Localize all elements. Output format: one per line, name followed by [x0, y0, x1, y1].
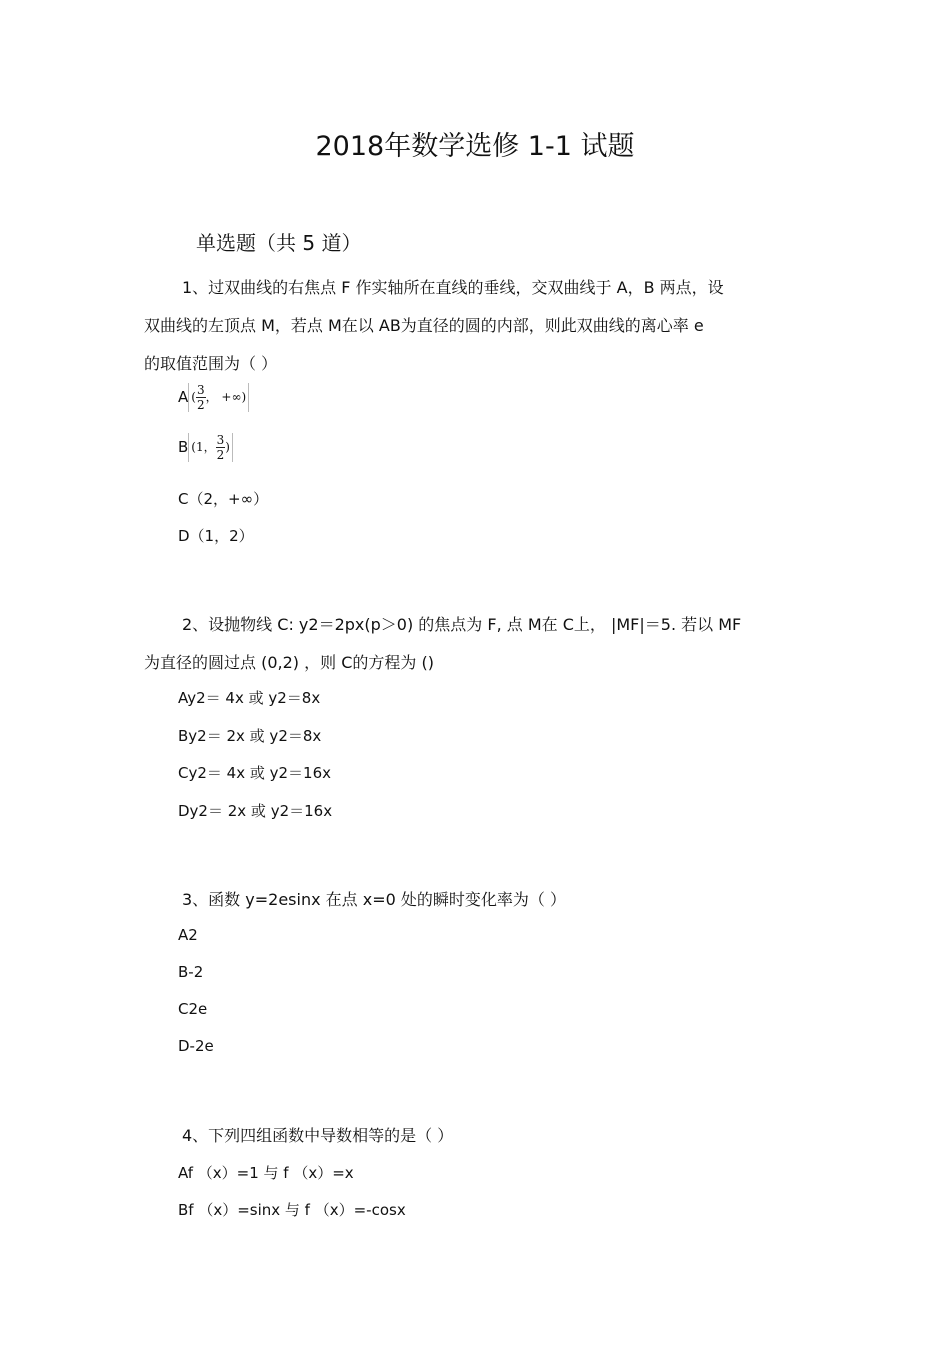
- fraction-denominator: 2: [216, 448, 225, 462]
- option-b-formula: [188, 433, 233, 462]
- formula-rest: ， +∞): [205, 390, 247, 404]
- question-1-option-a: [178, 383, 249, 412]
- formula-prefix: (1，: [191, 440, 216, 454]
- fraction-numerator: 3: [216, 433, 225, 447]
- question-2-line-2: 为直径的圆过点 (0,2) ，则 C的方程为 (): [144, 653, 434, 672]
- question-3-option-b: B-2: [178, 963, 204, 981]
- option-letter: A: [178, 388, 189, 406]
- question-1-option-b: [178, 433, 233, 462]
- question-4-line-1: 4、下列四组函数中导数相等的是（ ）: [182, 1126, 454, 1145]
- question-2-option-a: Ay2＝ 4x 或 y2＝8x: [178, 689, 321, 707]
- fraction-numerator: 3: [196, 383, 205, 397]
- page-title: 2018年数学选修 1-1 试题: [315, 131, 635, 162]
- question-4-option-a: Af （x）=1 与 f （x）=x: [178, 1164, 354, 1182]
- question-2-option-d: Dy2＝ 2x 或 y2＝16x: [178, 802, 333, 820]
- question-3-option-c: C2e: [178, 1000, 208, 1018]
- formula-paren: (: [191, 390, 196, 404]
- question-1-line-3: 的取值范围为（ ）: [144, 354, 278, 373]
- question-1-option-c: C（2，+∞）: [178, 490, 269, 508]
- fraction: [216, 433, 226, 462]
- question-2-line-1: 2、设抛物线 C: y2＝2px(p＞0) 的焦点为 F, 点 M在 C上， |MF|＝5. 若以 MF: [182, 615, 742, 634]
- question-3-option-d: D-2e: [178, 1037, 214, 1055]
- question-1-option-d: D（1，2）: [178, 527, 254, 545]
- question-3-option-a: A2: [178, 926, 198, 944]
- section-heading: 单选题（共 5 道）: [196, 231, 362, 255]
- question-2-option-c: Cy2＝ 4x 或 y2＝16x: [178, 764, 332, 782]
- question-2-option-b: By2＝ 2x 或 y2＝8x: [178, 727, 322, 745]
- fraction: [196, 383, 206, 412]
- fraction-denominator: 2: [196, 398, 205, 412]
- option-a-formula: [188, 383, 249, 412]
- option-letter: B: [178, 438, 189, 456]
- question-1-line-2: 双曲线的左顶点 M，若点 M在以 AB为直径的圆的内部，则此双曲线的离心率 e: [144, 316, 704, 335]
- question-3-line-1: 3、函数 y=2esinx 在点 x=0 处的瞬时变化率为（ ）: [182, 890, 566, 909]
- question-4-option-b: Bf （x）=sinx 与 f （x）=-cosx: [178, 1201, 406, 1219]
- formula-paren: ): [225, 440, 230, 454]
- question-1-line-1: 1、过双曲线的右焦点 F 作实轴所在直线的垂线，交双曲线于 A，B 两点，设: [182, 278, 724, 297]
